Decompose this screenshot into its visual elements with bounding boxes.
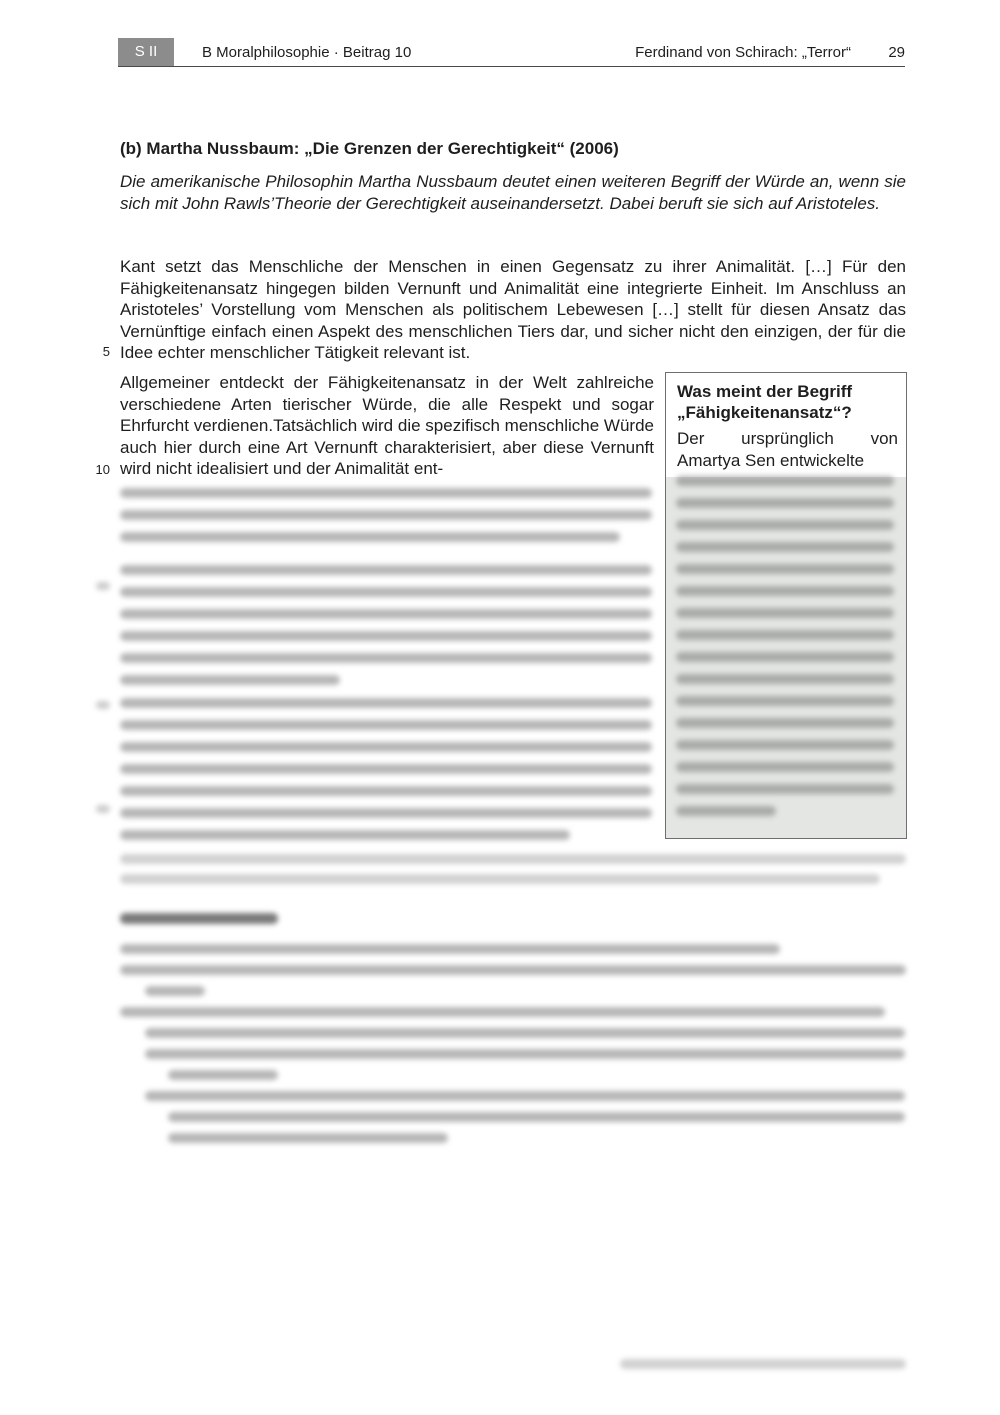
page-header [118,38,905,67]
level-badge: S II [118,38,174,66]
intro-text: Die amerikanische Philosophin Martha Nussbaum deutet einen weiteren Begriff der Würde an, wenn sie sich mit John Rawls’Theorie der Gerechtigkeit auseinandersetzt. Dabei beruft sie sich auf Aristoteles. [120,172,906,213]
line-number-5: 5 [102,344,110,359]
line-number-10: 10 [95,462,110,477]
header-topic: Ferdinand von Schirach: „Terror“ [635,44,851,61]
paragraph-dignity: Allgemeiner entdeckt der Fähigkeitenansatz in der Welt zahlreiche verschiedene Arten tierischer Würde, die alle Respekt und sogar Ehrfurcht verdienen.Tatsächlich wird die spezifisch menschliche Würde auch hier durch eine Art Vernunft charakterisiert, aber diese Vernunft wird nicht idealisiert und der Animalität ent- [120,373,654,478]
definition-box-title: Was meint der Begriff „Fähigkeitenansatz“? [677,382,853,422]
definition-box-text: Der ursprünglich von Amartya Sen entwickelte [677,429,898,470]
page-number: 29 [888,44,905,61]
paragraph-kant: Kant setzt das Menschliche der Menschen in einen Gegensatz zu ihrer Animalität. […] Für den Fähigkeitenansatz hingegen bilden Vernunft und Animalität eine integrierte Einheit. Im Anschluss an Aristoteles’ Vorstellung vom Menschen als politischem Lebewesen […] stellt für diesen Ansatz das Vernünftige einfach einen Aspekt des menschlichen Tiers dar, und sicher nicht den einzigen, der für die Idee echter menschlicher Tätigkeit relevant ist. [120,257,906,362]
header-chapter: B Moralphilosophie · Beitrag 10 [202,44,412,61]
section-title: (b) Martha Nussbaum: „Die Grenzen der Gerechtigkeit“ (2006) [120,139,619,158]
